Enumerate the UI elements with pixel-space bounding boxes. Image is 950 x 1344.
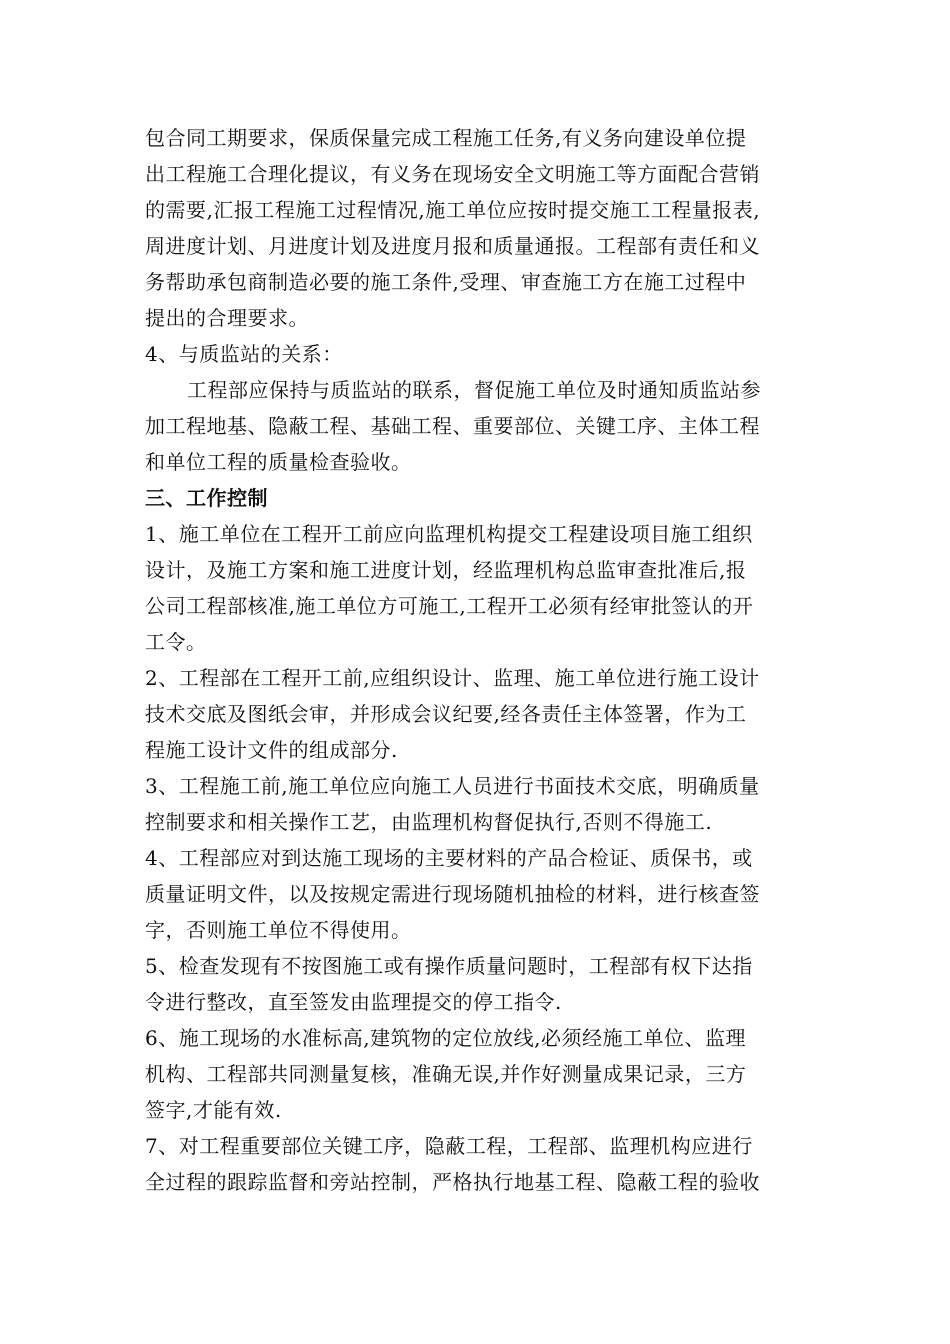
paragraph-line: 2、工程部在工程开工前,应组织设计、监理、施工单位进行施工设计: [145, 666, 760, 690]
paragraph-line: 7、对工程重要部位关键工序，隐蔽工程，工程部、监理机构应进行: [145, 1134, 753, 1158]
paragraph-line: 技术交底及图纸会审，并形成会议纪要,经各责任主体签署，作为工: [145, 702, 747, 726]
paragraph-line: 6、施工现场的水准标高,建筑物的定位放线,必须经施工单位、监理: [145, 1026, 746, 1050]
paragraph-line: 包合同工期要求，保质保量完成工程施工任务,有义务向建设单位提: [145, 126, 747, 150]
paragraph-line: 令进行整改，直至签发由监理提交的停工指令.: [145, 990, 562, 1014]
paragraph-line: 的需要,汇报工程施工过程情况,施工单位应按时提交施工工程量报表,: [145, 198, 761, 222]
paragraph-line: 字，否则施工单位不得使用。: [145, 918, 412, 942]
paragraph-line: 工令。: [145, 630, 207, 654]
paragraph-line: 加工程地基、隐蔽工程、基础工程、重要部位、关键工序、主体工程: [145, 414, 760, 438]
paragraph-line: 公司工程部核准,施工单位方可施工,工程开工必须有经审批签认的开: [145, 594, 754, 618]
paragraph-line: 全过程的跟踪监督和旁站控制，严格执行地基工程、隐蔽工程的验收: [145, 1170, 760, 1194]
paragraph-line: 设计，及施工方案和施工进度计划，经监理机构总监审查批准后,报: [145, 558, 747, 582]
paragraph-line: 4、工程部应对到达施工现场的主要材料的产品合检证、质保书，或: [145, 846, 753, 870]
list-item-heading: 4、与质监站的关系：: [145, 342, 343, 366]
paragraph-line: 5、检查发现有不按图施工或有操作质量问题时，工程部有权下达指: [145, 954, 753, 978]
section-heading: 三、工作控制: [145, 486, 268, 510]
paragraph-line: 控制要求和相关操作工艺，由监理机构督促执行,否则不得施工.: [145, 810, 713, 834]
paragraph-line: 出工程施工合理化提议，有义务在现场安全文明施工等方面配合营销: [145, 162, 760, 186]
paragraph-line: 和单位工程的质量检查验收。: [145, 450, 412, 474]
paragraph-line: 周进度计划、月进度计划及进度月报和质量通报。工程部有责任和义: [145, 234, 760, 258]
paragraph-line: 质量证明文件，以及按规定需进行现场随机抽检的材料，进行核查签: [145, 882, 760, 906]
paragraph-line: 3、工程施工前,施工单位应向施工人员进行书面技术交底，明确质量: [145, 774, 760, 798]
paragraph-line: 提出的合理要求。: [145, 306, 309, 330]
paragraph-line: 签字,才能有效.: [145, 1098, 282, 1122]
paragraph-line: 程施工设计文件的组成部分.: [145, 738, 398, 762]
paragraph-line: 务帮助承包商制造必要的施工条件,受理、审查施工方在施工过程中: [145, 270, 747, 294]
paragraph-line: 1、施工单位在工程开工前应向监理机构提交工程建设项目施工组织: [145, 522, 753, 546]
paragraph-line: 工程部应保持与质监站的联系，督促施工单位及时通知质监站参: [187, 378, 761, 402]
paragraph-line: 机构、工程部共同测量复核，准确无误,并作好测量成果记录，三方: [145, 1062, 747, 1086]
